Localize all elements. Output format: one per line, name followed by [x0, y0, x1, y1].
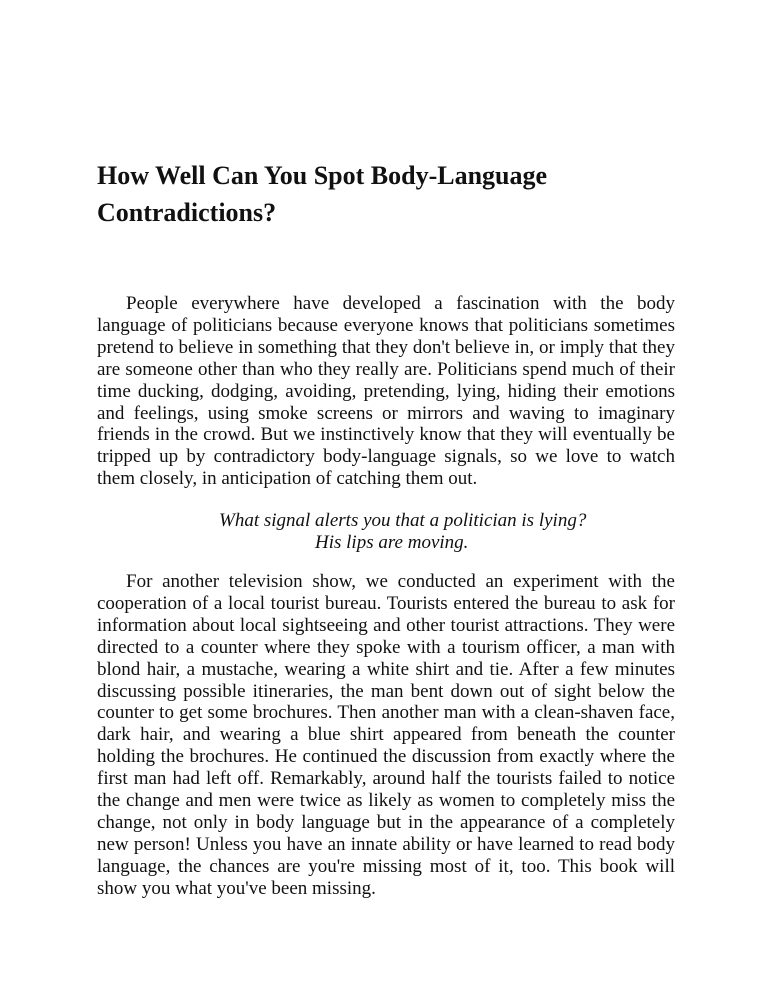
- quote-line-answer: His lips are moving.: [315, 532, 469, 553]
- heading-line-1: How Well Can You Spot Body-Language: [97, 161, 548, 190]
- paragraph-politicians: People everywhere have developed a fascination with the body language of politicians because everyone knows that politicians sometimes pretend to believe in something that they don't believe in, or imply that they are someone other than who they really are. Politicians spend much of their time ducking, dodging, avoiding, pretending, lying, hiding their emotions and feelings, using smoke screens or mirrors and waving to imaginary friends in the crowd. But we instinctively know that they will eventually be tripped up by contradictory body-language signals, so we love to watch them closely, in anticipation of catching them out.: [97, 293, 675, 490]
- italic-quote: [97, 510, 675, 554]
- heading-line-2: Contradictions?: [97, 198, 277, 227]
- paragraph-experiment: For another television show, we conducted an experiment with the cooperation of a local tourist bureau. Tourists entered the bureau to ask for information about local sightseeing and other tourist attractions. They were directed to a counter where they spoke with a tourism officer, a man with blond hair, a mustache, wearing a white shirt and tie. After a few minutes discussing possible itineraries, the man bent down out of sight below the counter to get some brochures. Then another man with a clean-shaven face, dark hair, and wearing a blue shirt appeared from beneath the counter holding the brochures. He continued the discussion from exactly where the first man had left off. Remarkably, around half the tourists failed to notice the change and men were twice as likely as women to completely miss the change, not only in body language but in the appearance of a completely new person! Unless you have an innate ability or have learned to read body language, the chances are you're missing most of it, too. This book will show you what you've been missing.: [97, 571, 675, 899]
- quote-line-question: What signal alerts you that a politician is lying?: [219, 510, 587, 531]
- chapter-heading: [97, 157, 675, 231]
